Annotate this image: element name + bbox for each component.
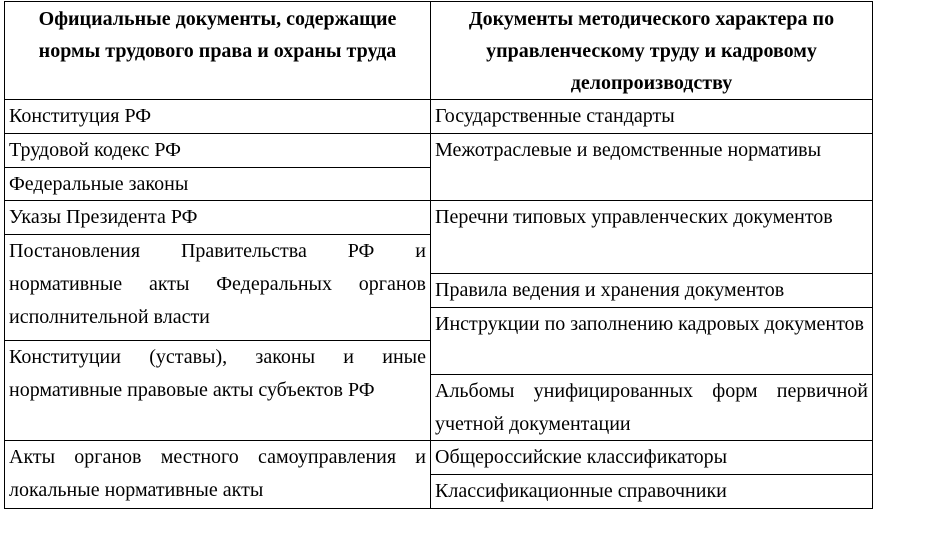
row-federal-laws: Федеральные законы [4,167,430,201]
row-labor-code: Трудовой кодекс РФ [4,133,430,168]
row-classification-handbooks: Классификационные справочники [430,474,873,509]
row-regional-acts: Конституции (уставы), законы и иные нормативные правовые акты субъектов РФ [4,340,430,441]
header-methodical-documents: Документы методического характера по управленческому труду и кадровому делопроизводству [430,1,873,100]
row-unified-forms-albums: Альбомы унифицированных форм первичной учетной документации [430,374,873,441]
row-government-resolutions: Постановления Правительства РФ и нормативные акты Федеральных органов исполнительной власти [4,234,430,341]
row-all-russian-classifiers: Общероссийские классификаторы [430,440,873,475]
row-local-acts: Акты органов местного самоуправления и локальные нормативные акты [4,440,430,509]
row-interindustry-norms: Межотраслевые и ведомственные нормативы [430,133,873,201]
row-presidential-decrees: Указы Президента РФ [4,200,430,235]
header-official-documents: Официальные документы, содержащие нормы трудового права и охраны труда [4,1,430,100]
row-hr-instructions: Инструкции по заполнению кадровых документов [430,307,873,375]
row-constitution: Конституция РФ [4,99,430,134]
row-record-keeping-rules: Правила ведения и хранения документов [430,273,873,308]
row-state-standards: Государственные стандарты [430,99,873,134]
row-typical-document-lists: Перечни типовых управленческих документов [430,200,873,274]
